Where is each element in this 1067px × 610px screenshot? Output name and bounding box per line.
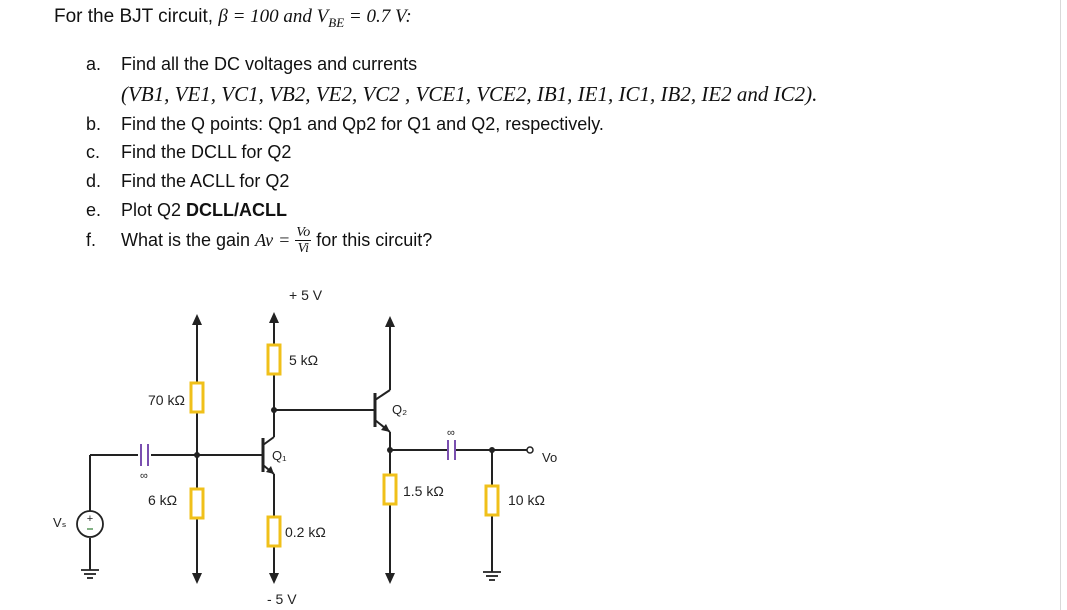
label-r-load: 10 kΩ bbox=[508, 492, 545, 508]
capacitors bbox=[141, 440, 455, 466]
label-output: Vo bbox=[542, 450, 558, 465]
question-b-letter: b. bbox=[86, 114, 102, 134]
junction-emitter2 bbox=[387, 447, 393, 453]
question-f-post: for this circuit? bbox=[311, 229, 433, 250]
vee-arrow-right bbox=[385, 573, 395, 584]
label-r-emitter2: 1.5 kΩ bbox=[403, 483, 444, 499]
vcc-arrow-mid bbox=[269, 312, 279, 323]
junction-base1 bbox=[194, 452, 200, 458]
question-b-text: Find the Q points: Qp1 and Qp2 for Q1 and Q2, respectively. bbox=[121, 114, 604, 134]
resistor-10k bbox=[486, 486, 498, 515]
label-q1: Q₁ bbox=[272, 448, 287, 463]
ground-icons bbox=[81, 570, 501, 580]
vcc-arrow-left bbox=[192, 314, 202, 325]
vee-arrow-mid bbox=[269, 573, 279, 584]
question-a-text: Find all the DC voltages and currents bbox=[121, 54, 418, 74]
resistors bbox=[191, 345, 498, 546]
question-f-letter: f. bbox=[86, 229, 97, 250]
question-c-text: Find the DCLL for Q2 bbox=[121, 142, 292, 162]
question-a-variable-list: (VB1, VE1, VC1, VB2, VE2, VC2 , VCE1, VCE2, IB1, IE1, IC1, IB2, IE2 and IC2). bbox=[121, 82, 818, 106]
junction-collector1 bbox=[271, 407, 277, 413]
gain-equals: = bbox=[278, 229, 291, 250]
question-f-pre: What is the gain bbox=[121, 229, 256, 250]
gain-denominator: Vi bbox=[297, 241, 309, 256]
resistor-1-5k bbox=[384, 475, 396, 504]
question-d-text: Find the ACLL for Q2 bbox=[121, 171, 290, 191]
junction-load bbox=[489, 447, 495, 453]
resistor-6k bbox=[191, 489, 203, 518]
label-cap-in: ∞ bbox=[140, 470, 148, 482]
gain-numerator: Vo bbox=[296, 225, 311, 240]
label-r-emitter1: 0.2 kΩ bbox=[285, 524, 326, 540]
label-r-bias-top: 70 kΩ bbox=[148, 392, 185, 408]
label-q2: Q₂ bbox=[392, 402, 408, 417]
question-e-text: Plot Q2 bbox=[121, 200, 187, 220]
resistor-5k bbox=[268, 345, 280, 374]
question-e-letter: e. bbox=[86, 200, 102, 220]
title-math: β = 100 and $V_{BE} = 0.7$ V: bbox=[218, 6, 412, 30]
question-a-letter: a. bbox=[86, 54, 102, 74]
question-d-letter: d. bbox=[86, 171, 102, 191]
output-terminal bbox=[527, 447, 533, 453]
vcc-arrow-right bbox=[385, 316, 395, 327]
resistor-70k bbox=[191, 383, 203, 412]
label-r-collector1: 5 kΩ bbox=[289, 352, 319, 368]
gain-symbol: Av bbox=[255, 229, 274, 250]
source-plus-sign: + bbox=[86, 513, 94, 525]
title-prefix: For the BJT circuit, bbox=[54, 6, 219, 27]
label-r-bias-bottom: 6 kΩ bbox=[148, 492, 178, 508]
label-supply-pos: + 5 V bbox=[289, 287, 323, 303]
label-source: Vₛ bbox=[53, 515, 67, 530]
resistor-0-2k bbox=[268, 517, 280, 546]
label-cap-out: ∞ bbox=[447, 427, 455, 439]
question-e-bold: DCLL/ACLL bbox=[186, 200, 288, 220]
question-c-letter: c. bbox=[86, 142, 101, 162]
vee-arrow-left bbox=[192, 573, 202, 584]
label-supply-neg: - 5 V bbox=[267, 591, 297, 607]
